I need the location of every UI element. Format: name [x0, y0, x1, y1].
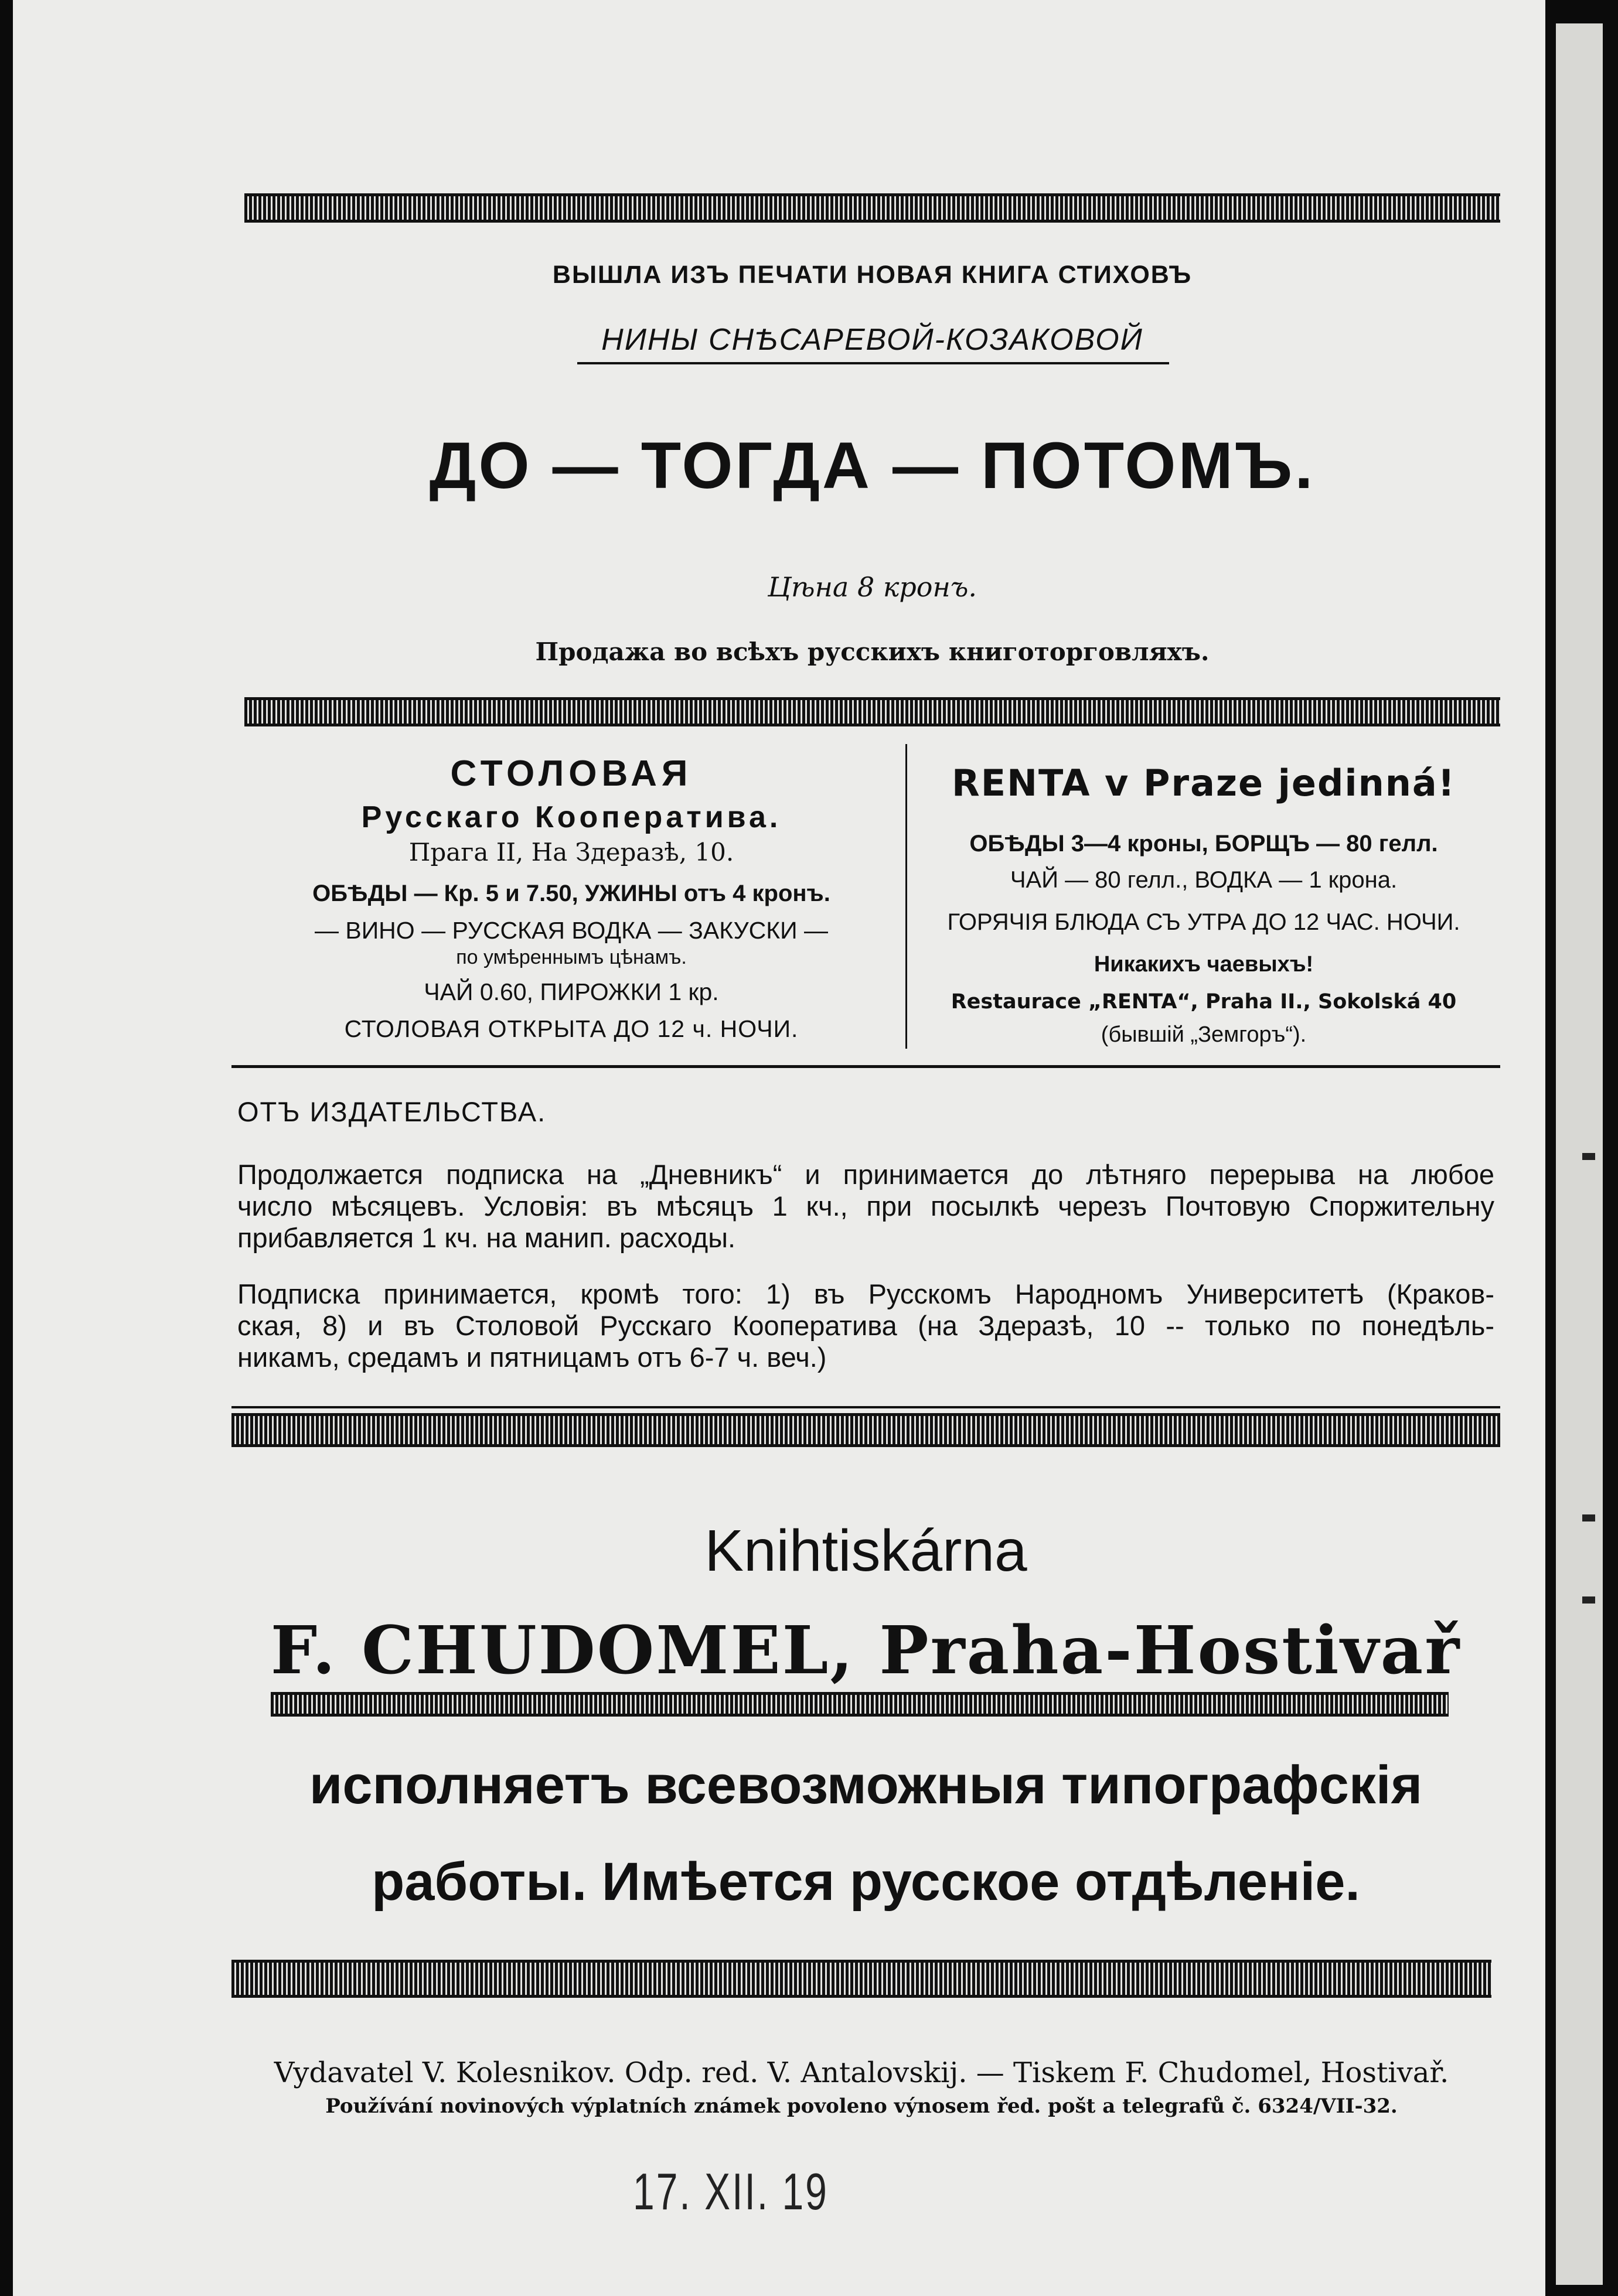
section-rule: [231, 1065, 1500, 1068]
top-ornamental-border: [244, 193, 1500, 223]
book-announcement: ВЫШЛА ИЗЪ ПЕЧАТИ НОВАЯ КНИГА СТИХОВЪ: [552, 261, 1193, 289]
paragraph-line: Продолжается подписка на „Дневникъ“ и принимается до лѣтняго перерыва на любое: [237, 1159, 1494, 1190]
stolovaya-meals: ОБѢДЫ — Кр. 5 и 7.50, УЖИНЫ отъ 4 кронъ.: [312, 881, 830, 906]
stolovaya-title: СТОЛОВАЯ: [450, 753, 693, 794]
stolovaya-subtitle: Русскаго Кооператива.: [361, 800, 782, 834]
section-rule: [231, 1406, 1500, 1408]
renta-title: RENTA v Praze jedinná!: [952, 762, 1456, 804]
printer-name: F. CHUDOMEL, Praha-Hostivař: [270, 1612, 1462, 1689]
publisher-paragraph-1: [237, 1159, 1494, 1254]
margin-mark: [1582, 1153, 1595, 1160]
renta-former-name: (бывшій „Земгоръ“).: [1101, 1022, 1307, 1047]
book-price: Цѣна 8 кронъ.: [767, 571, 977, 603]
book-sale-note: Продажа во всѣхъ русскихъ книготорговляхъ.: [535, 637, 1210, 666]
margin-mark: [1582, 1514, 1595, 1521]
paragraph-line: никамъ, средамъ и пятницамъ отъ 6-7 ч. веч.): [237, 1342, 827, 1373]
date-stamp: 17. XII. 19: [633, 2162, 829, 2220]
book-title: ДО — ТОГДА — ПОТОМЪ.: [429, 429, 1316, 502]
margin-mark: [1582, 1596, 1595, 1604]
paragraph-line: число мѣсяцевъ. Условія: въ мѣсяцъ 1 кч., при посылкѣ черезъ Почтовую Споржительну: [237, 1190, 1494, 1222]
bottom-ornamental-border: [231, 1960, 1491, 1998]
paragraph-line: ская, 8) и въ Столовой Русскаго Кооператива (на Здеразѣ, 10 -- только по понедѣль-: [237, 1310, 1494, 1341]
stolovaya-address: Прага II, На Здеразѣ, 10.: [408, 838, 734, 866]
printer-kind: Knihtiskárna: [704, 1518, 1027, 1584]
renta-tea: ЧАЙ — 80 гелл., ВОДКА — 1 крона.: [1010, 867, 1398, 893]
renta-no-tips: Никакихъ чаевыхъ!: [1094, 952, 1314, 977]
stolovaya-drinks: — ВИНО — РУССКАЯ ВОДКА — ЗАКУСКИ —: [314, 917, 829, 944]
printer-border: [271, 1692, 1449, 1717]
author-underline: [577, 362, 1169, 364]
renta-hot-meals: ГОРЯЧІЯ БЛЮДА СЪ УТРА ДО 12 ЧАС. НОЧИ.: [947, 909, 1460, 935]
paragraph-line: Подписка принимается, кромѣ того: 1) въ Русскомъ Народномъ Университетѣ (Краков-: [237, 1278, 1494, 1309]
stolovaya-tea: ЧАЙ 0.60, ПИРОЖКИ 1 кр.: [424, 978, 719, 1005]
stolovaya-prices-note: по умѣреннымъ цѣнамъ.: [456, 946, 687, 968]
footer-postal-permit: Používání novinových výplatních známek povoleno výnosem řed. pošt a telegrafů č. 6324/VII-32.: [325, 2094, 1398, 2118]
book-author: НИНЫ СНѢСАРЕВОЙ-КОЗАКОВОЙ: [601, 323, 1143, 357]
stolovaya-hours: СТОЛОВАЯ ОТКРЫТА ДО 12 ч. НОЧИ.: [344, 1015, 799, 1042]
section-border: [231, 1413, 1500, 1447]
adjacent-page-edge: [1556, 23, 1603, 2285]
printer-line-2: работы. Имѣется русское отдѣленіе.: [372, 1852, 1360, 1912]
publisher-paragraph-2: [237, 1278, 1494, 1373]
section-border: [244, 697, 1500, 726]
renta-meals: ОБѢДЫ 3—4 кроны, БОРЩЪ — 80 гелл.: [969, 831, 1438, 857]
publisher-heading: ОТЪ ИЗДАТЕЛЬСТВА.: [237, 1096, 547, 1127]
printer-line-1: исполняетъ всевозможныя типографскія: [309, 1755, 1423, 1815]
paragraph-line: прибавляется 1 кч. на манип. расходы.: [237, 1222, 736, 1253]
renta-address: Restaurace „RENTA“, Praha II., Sokolská 40: [951, 990, 1457, 1014]
footer-imprint: Vydavatel V. Kolesnikov. Odp. red. V. Antalovskij. — Tiskem F. Chudomel, Hostivař.: [274, 2056, 1449, 2089]
